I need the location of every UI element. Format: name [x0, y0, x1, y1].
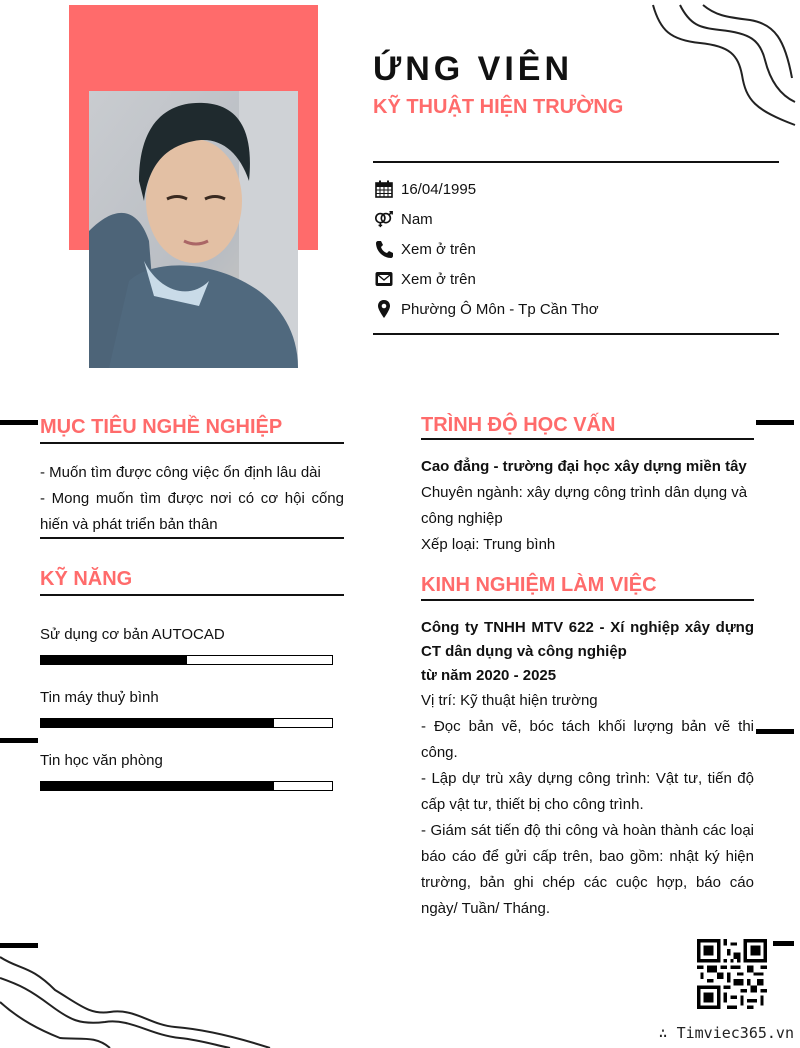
calendar-icon — [373, 178, 395, 200]
experience-details — [421, 616, 754, 922]
wave-decoration-bottom — [0, 950, 280, 1048]
candidate-name: ỨNG VIÊN — [373, 50, 574, 88]
contact-birthdate — [373, 174, 779, 204]
deco-bar — [773, 941, 794, 946]
rank: Xếp loại: Trung bình — [421, 536, 556, 553]
school-name: Cao đẳng - trường đại học xây dựng miền tây — [421, 458, 747, 475]
duty-item: - Đọc bản vẽ, bóc tách khối lượng bản vẽ thi công. — [421, 718, 754, 761]
contact-email — [373, 264, 779, 294]
position: Vị trí: Kỹ thuật hiện trường — [421, 692, 598, 709]
skill-fill — [41, 656, 187, 664]
divider — [421, 599, 754, 601]
education-details — [421, 454, 754, 558]
section-title: TRÌNH ĐỘ HỌC VẤN — [421, 414, 616, 436]
divider — [421, 438, 754, 440]
brand-watermark: ∴ Timviec365.vn — [658, 1024, 794, 1042]
skills-section — [40, 568, 344, 591]
section-title: KINH NGHIỆM LÀM VIỆC — [421, 574, 657, 596]
duty-item: - Giám sát tiến độ thi công và hoàn thành các loại báo cáo để gửi cấp trên, bao gồm: nhật ký hiện trường, bản ghi chép các cuộc hợp, báo cáo ngày/ Tuần/ Tháng. — [421, 822, 754, 917]
email-icon — [373, 268, 395, 290]
divider — [40, 594, 344, 596]
divider — [373, 161, 779, 163]
section-title: KỸ NĂNG — [40, 568, 133, 590]
deco-bar — [0, 738, 38, 743]
gender-icon — [373, 208, 395, 230]
skill-bar-level — [40, 718, 333, 728]
gender-value: Nam — [401, 210, 433, 228]
skill-label: Tin học văn phòng — [40, 752, 163, 769]
job-title: KỸ THUẬT HIỆN TRƯỜNG — [373, 96, 624, 118]
section-title: MỤC TIÊU NGHỀ NGHIỆP — [40, 416, 283, 438]
deco-bar — [0, 943, 38, 948]
candidate-photo — [89, 91, 298, 368]
skill-label: Sử dụng cơ bản AUTOCAD — [40, 626, 225, 643]
skill-fill — [41, 782, 274, 790]
skill-fill — [41, 719, 274, 727]
deco-bar — [756, 420, 794, 425]
divider — [40, 442, 344, 444]
experience-section — [421, 574, 754, 597]
contact-phone — [373, 234, 779, 264]
objective-line: - Mong muốn tìm được nơi có cơ hội cống hiến và phát triển bản thân — [40, 490, 344, 533]
major: Chuyên ngành: xây dựng công trình dân dụng và công nghiệp — [421, 484, 748, 527]
phone-icon — [373, 238, 395, 260]
email-value: Xem ở trên — [401, 270, 476, 288]
contact-address — [373, 294, 779, 324]
deco-bar — [756, 729, 794, 734]
wave-decoration-top — [640, 0, 800, 130]
birthdate-value: 16/04/1995 — [401, 180, 477, 198]
education-section — [421, 414, 754, 437]
deco-bar — [0, 420, 38, 425]
objective-section — [40, 416, 344, 439]
qr-code — [697, 939, 767, 1009]
divider — [373, 333, 779, 335]
skill-bar-office — [40, 781, 333, 791]
divider — [40, 537, 344, 539]
company-name: Công ty TNHH MTV 622 - Xí nghiệp xây dựng CT dân dụng và công nghiệp — [421, 619, 754, 660]
objective-line: - Muốn tìm được công việc ổn định lâu dài — [40, 464, 321, 481]
skill-bar-autocad — [40, 655, 333, 665]
duty-item: - Lập dự trù xây dựng công trình: Vật tư, tiến độ cấp vật tư, thiết bị cho công trình. — [421, 770, 754, 813]
location-icon — [373, 298, 395, 320]
address-value: Phường Ô Môn - Tp Cần Thơ — [401, 300, 599, 318]
work-period: từ năm 2020 - 2025 — [421, 667, 557, 684]
contact-list — [373, 174, 779, 324]
phone-value: Xem ở trên — [401, 240, 476, 258]
skill-label: Tin máy thuỷ bình — [40, 689, 159, 706]
objective-text — [40, 460, 344, 538]
contact-gender — [373, 204, 779, 234]
